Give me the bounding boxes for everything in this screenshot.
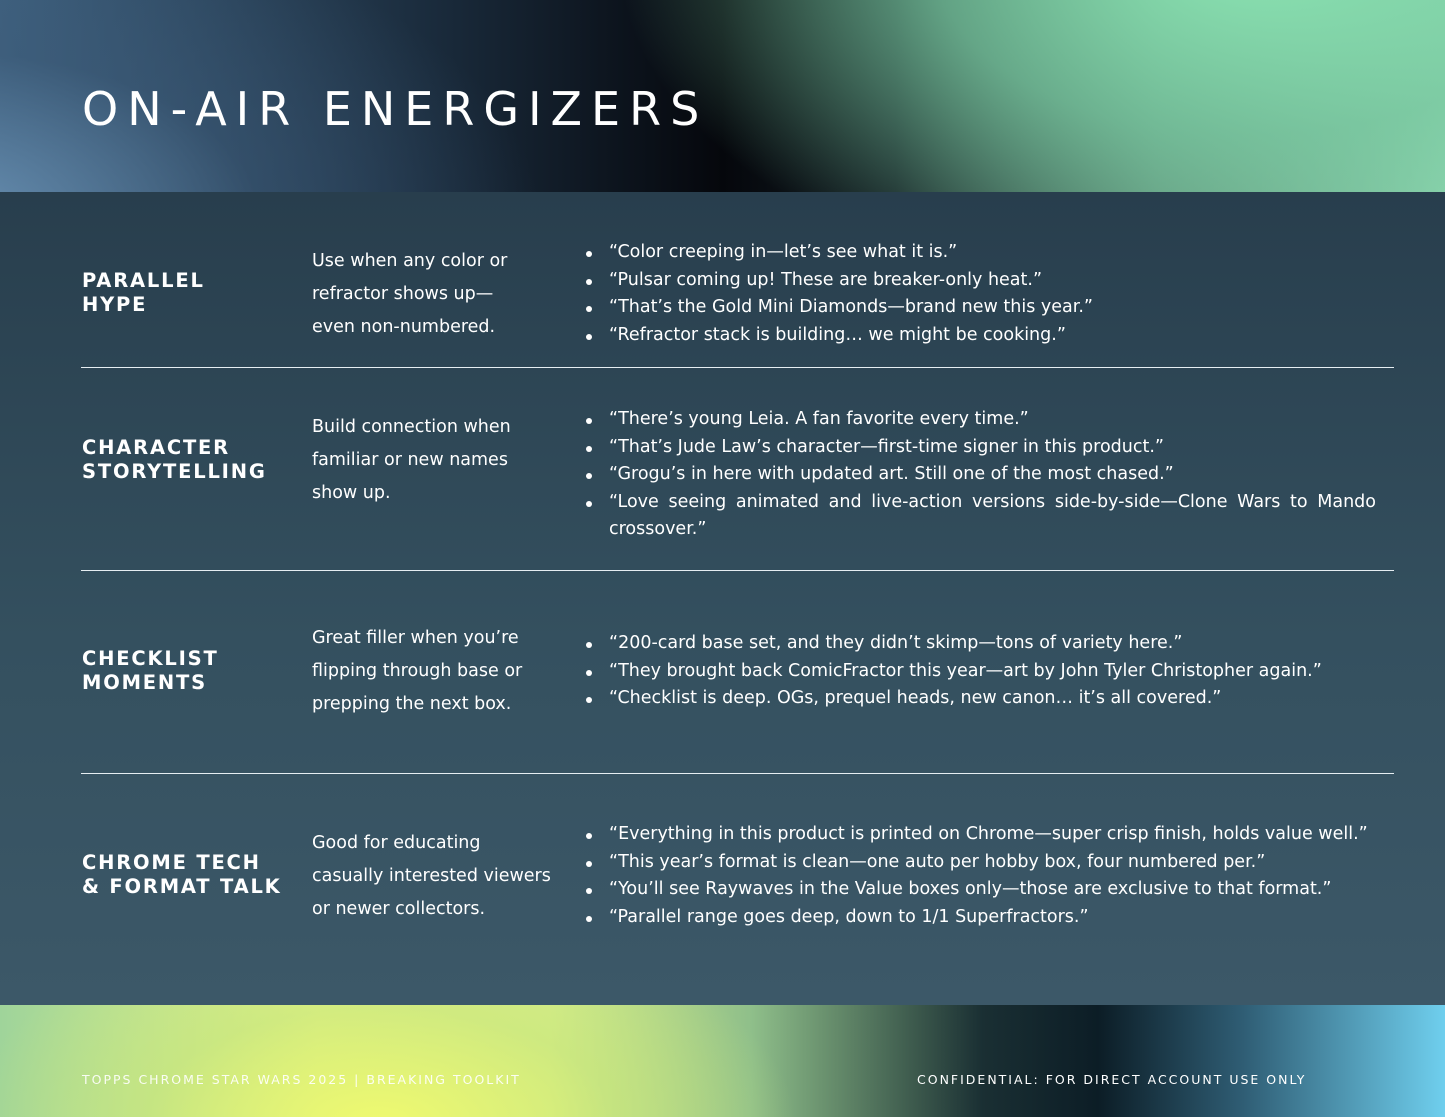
- description-line: refractor shows up—: [312, 284, 494, 304]
- quote-item: “This year’s format is clean—one auto per hobby box, four numbered per.”: [582, 849, 1432, 877]
- category-line: CHARACTER: [82, 436, 230, 459]
- category-line: CHECKLIST: [82, 647, 219, 670]
- description-line: Use when any color or: [312, 251, 508, 271]
- footer-confidential-label: CONFIDENTIAL: FOR DIRECT ACCOUNT USE ONLY: [917, 1072, 1307, 1087]
- category-line: & FORMAT TALK: [82, 875, 282, 898]
- description-line: or newer collectors.: [312, 899, 486, 919]
- quote-item: “They brought back ComicFractor this year—art by John Tyler Christopher again.”: [582, 658, 1432, 686]
- category-line: STORYTELLING: [82, 460, 267, 483]
- description-line: Build connection when: [312, 417, 511, 437]
- category-label-parallel-hype: [82, 269, 205, 317]
- footer-banner: [0, 1005, 1445, 1117]
- footer-document-label: TOPPS CHROME STAR WARS 2025 | BREAKING TOOLKIT: [82, 1072, 521, 1087]
- section-description: [312, 622, 574, 721]
- quote-item: “Checklist is deep. OGs, prequel heads, new canon… it’s all covered.”: [582, 685, 1432, 713]
- quote-item: “Pulsar coming up! These are breaker-only heat.”: [582, 267, 1432, 295]
- description-line: casually interested viewers: [312, 866, 551, 886]
- quote-item: “Everything in this product is printed on Chrome—super crisp finish, holds value well.”: [582, 821, 1432, 849]
- header-banner: [0, 0, 1445, 192]
- quote-list: [582, 630, 1432, 713]
- description-line: show up.: [312, 483, 391, 503]
- quote-item: “Love seeing animated and live-action versions side-by-side—Clone Wars to Mando crossover.”: [582, 489, 1376, 544]
- category-label-checklist-moments: [82, 647, 219, 695]
- quote-item: “Parallel range goes deep, down to 1/1 Superfractors.”: [582, 904, 1432, 932]
- quote-item: “Refractor stack is building… we might be cooking.”: [582, 322, 1432, 350]
- description-line: even non-numbered.: [312, 317, 496, 337]
- description-line: Great filler when you’re: [312, 628, 519, 648]
- section-divider: [81, 570, 1394, 571]
- quote-item: “That’s Jude Law’s character—first-time signer in this product.”: [582, 434, 1432, 462]
- section-description: [312, 245, 574, 344]
- category-line: MOMENTS: [82, 671, 207, 694]
- quote-item: “200-card base set, and they didn’t skimp—tons of variety here.”: [582, 630, 1432, 658]
- section-divider: [81, 367, 1394, 368]
- category-label-character-storytelling: [82, 436, 267, 484]
- section-description: [312, 411, 574, 510]
- description-line: flipping through base or: [312, 661, 523, 681]
- description-line: familiar or new names: [312, 450, 508, 470]
- quote-list: [582, 821, 1432, 931]
- description-line: Good for educating: [312, 833, 481, 853]
- quote-item: “Color creeping in—let’s see what it is.”: [582, 239, 1432, 267]
- section-description: [312, 827, 574, 926]
- quote-item: “You’ll see Raywaves in the Value boxes only—those are exclusive to that format.”: [582, 876, 1432, 904]
- category-line: HYPE: [82, 293, 148, 316]
- quote-list: [582, 239, 1432, 349]
- page-title: ON-AIR ENERGIZERS: [82, 82, 709, 136]
- quote-item: “That’s the Gold Mini Diamonds—brand new this year.”: [582, 294, 1432, 322]
- section-divider: [81, 773, 1394, 774]
- category-line: CHROME TECH: [82, 851, 261, 874]
- quote-item: “Grogu’s in here with updated art. Still one of the most chased.”: [582, 461, 1432, 489]
- description-line: prepping the next box.: [312, 694, 512, 714]
- category-line: PARALLEL: [82, 269, 205, 292]
- quote-item: “There’s young Leia. A fan favorite every time.”: [582, 406, 1432, 434]
- quote-list: [582, 406, 1432, 544]
- category-label-chrome-tech: [82, 851, 282, 899]
